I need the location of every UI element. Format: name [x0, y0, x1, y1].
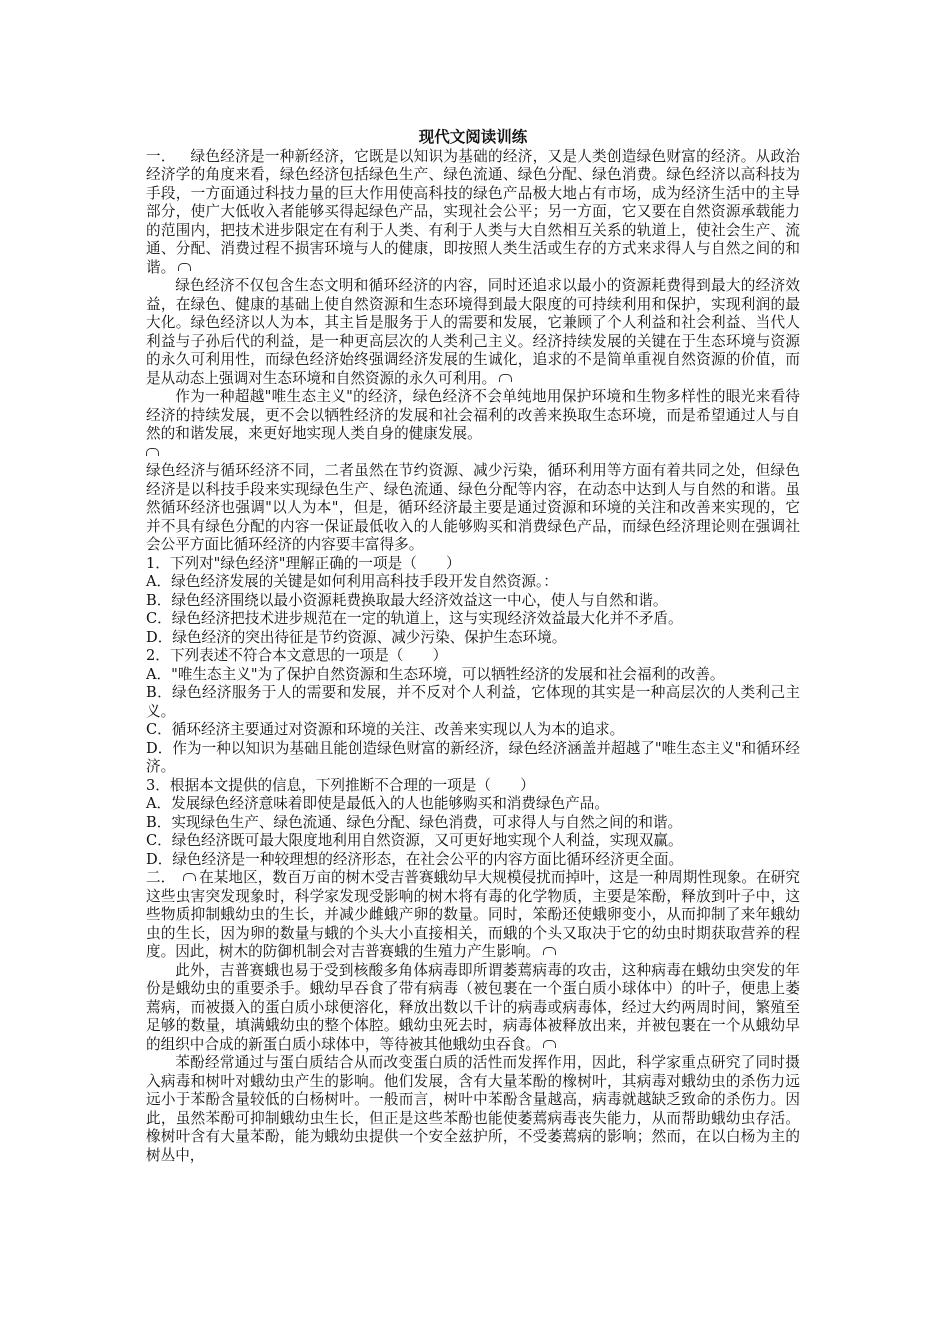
question-3-option-a: A．发展绿色经济意味着即使是最低入的人也能够购买和消费绿色产品。 — [146, 795, 609, 812]
section2-p1-text: 在某地区，数百万亩的树木受吉普赛蛾幼早大规模侵扰而掉叶，这是一种周期性现象。在研究这些虫害突发现象时，科学家发现受影响的树木将有毒的化学物质，主要是笨酚，释放到叶子中，这些物质抑制蛾幼虫的生长，并减少雌蛾产卵的数量。同时，笨酚还使蛾卵变小，从而抑制了来年蛾幼虫的生长，因为卵的数量与蛾的个头大小直接相关，而蛾的个头又取决于它的幼虫时期获取营养的程度。因此，树木的防御机制会对吉普赛蛾的生殖力产生影响。 — [146, 869, 800, 960]
section1-p3-text: 作为一种超越"唯生态主义"的经济，绿色经济不会单纯地用保护环境和生物多样性的眼光来看待经济的持续发展，更不会以牺牲经济的发展和社会福利的改善来换取生态环境，而是希望通过人与自然的和谐发展，来更好地实现人类自身的健康发展。 — [146, 388, 800, 442]
edit-mark-icon — [543, 1040, 556, 1048]
edit-mark-icon — [146, 448, 159, 456]
section2-p3-text: 苯酚经常通过与蛋白质结合从而改变蛋白质的活性而发挥作用，因此，科学家重点研究了同时摄入病毒和树叶对蛾幼虫产生的影响。他们发展，含有大量苯酚的橡树叶，其病毒对蛾幼虫的杀伤力远远小于苯酚含量较低的白杨树叶。一般而言，树叶中苯酚含量越高，病毒就越缺乏致命的杀伤力。因此，虽然苯酚可抑制蛾幼虫生长，但正是这些苯酚也能使萎蔫病毒丧失能力，从而帮助蛾幼虫存活。橡树叶含有大量苯酚，能为蛾幼虫提供一个安全兹护所，不受萎蔫病的影响；然而，在以白杨为主的树丛中， — [146, 1054, 800, 1164]
question-2-option-d: D．作为一种以知识为基础且能创造绿色财富的新经济，绿色经济涵盖并超越了"唯生态主义"和循环经济。 — [146, 739, 800, 775]
section1-p1-text: 绿色经济是一种新经济，它既是以知识为基础的经济，又是人类创造绿色财富的经济。从政治经济学的角度来看，绿色经济包括绿色生产、绿色流通、绿色分配、绿色消费。绿色经济以高科技为手段，一方面通过科技力量的巨大作用使高科技的绿色产品极大地占有市场，成为经济生活中的主导部分，使广大低收入者能够买得起绿色产品，实现社会公平；另一方面，它又要在自然资源承载能力的范围内，把技术进步限定在有利于人类、有利于人类与大自然相互关系的轨道上，使社会生产、流通、分配、消费过程不损害环境与人的健康，即按照人类生活或生存的方式来求得人与自然之间的和谐。 — [146, 147, 800, 276]
question-2-option-c: C．循环经济主要通过对资源和环境的关注、改善来实现以人为本的追求。 — [146, 721, 625, 738]
question-3-option-b: B．实现绿色生产、绿色流通、绿色分配、绿色消费，可求得人与自然之间的和谐。 — [146, 813, 683, 831]
section2-paragraph-3 — [146, 1054, 800, 1165]
section1-paragraph-3 — [146, 388, 800, 444]
question-1-option-a: A．绿色经济发展的关键是如何利用高科技手段开发自然资源。： — [146, 573, 558, 590]
section2-p2a-text: 此外，吉普赛蛾也易于受到核酸多角 — [175, 961, 414, 979]
section1-paragraph-4 — [146, 462, 800, 555]
question-3-option-d: D．绿色经济是一种较理想的经济形态，在社会公平的内容方面比循环经济更全面。 — [146, 850, 684, 868]
edit-mark-icon — [178, 263, 191, 271]
edit-mark-icon — [183, 873, 196, 881]
question-3 — [146, 777, 800, 870]
section2-paragraph-1 — [146, 869, 800, 962]
section1-paragraph-1 — [146, 148, 800, 278]
section1-p4-text: 绿色经济与循环经济不同，二者虽然在节约资源、减少污染，循环利用等方面有着共同之处，但绿色经济是以科技手段来实现绿色生产、绿色流通、绿色分配等内容，在动态中达到人与自然的和谐。虽然循环经济也强调"以人为本"，但是，循环经济最主要是通过资源和环境的关注和改善来实现的，它并不具有绿色分配的内容一保证最低收入的人能够购买和消费绿色产品，而绿色经济理论则在强调社会公平方面比循环经济的内容要丰富得多。 — [146, 462, 800, 553]
page-title: 现代文阅读训练 — [418, 127, 528, 146]
section1-p2-text: 绿色经济不仅包含生态文明和循环经济的内容，同时还追求以最小的资源耗费得到最大的经济效益，在绿色、健康的基础上使自然资源和生态环境得到最大限度的可持续利用和保护，实现利润的最大化。绿色经济以人为本，其主旨是服务于人的需要和发展，它兼顾了个人利益和社会利益、当代人利益与子孙后代的利益，是一种更高层次的人类利己主义。经济持续发展的关键在于生态环境与资源的永久可利用性，而绿色经济始终强调经济发展的生诚化，追求的不是简单重视自然资源的价值，而是从动态上强调对生态环境和自然资源的永久可利用。 — [146, 277, 800, 387]
section1-paragraph-2 — [146, 277, 800, 388]
question-1-option-b: B．绿色经济围绕以最小资源耗费换取最大经济效益这一中心，使人与自然和谐。 — [146, 591, 668, 609]
section2-label: 二． — [146, 869, 176, 886]
question-1-stem: 1．下列对"绿色经济"理解正确的一项是（ ） — [146, 554, 461, 572]
edit-mark-icon — [499, 374, 512, 382]
blank-line — [146, 444, 800, 463]
question-2 — [146, 647, 800, 777]
question-2-option-a: A．"唯生态主义"为了保护自然资源和生态环境，可以牺牲经济的发展和社会福利的改善。 — [146, 665, 725, 683]
section2-paragraph-2 — [146, 962, 800, 1055]
document-page — [146, 128, 800, 1165]
question-1 — [146, 555, 800, 648]
question-3-stem: 3．根据本文提供的信息，下列推断不合理的一项是（ ） — [146, 776, 535, 794]
question-1-option-d: D．绿色经济的突出待征是节约资源、减少污染、保护生态环境。 — [146, 628, 567, 646]
question-3-option-c: C．绿色经济既可最大限度地利用自然资源，又可更好地实现个人利益，实现双赢。 — [146, 832, 683, 849]
edit-mark-icon — [543, 947, 556, 955]
question-2-stem: 2．下列表述不符合本文意思的一项是（ ） — [146, 647, 448, 664]
question-1-option-c: C．绿色经济把技术进步规范在一定的轨道上，这与实现经济效益最大化并不矛盾。 — [146, 610, 683, 627]
section2-p2b-text: 体病毒即所谓萎蔫病毒的攻击，这种病毒在蛾幼虫突发的年份是蛾幼虫的重要杀手。蛾幼早吞食了带有病毒（被包裹在一个蛋白质小球体中）的叶子，便患上萎蔫病，而被摄入的蛋白质小球便溶化，释放出数以千计的病毒或病毒体，经过大约两周时间，繁殖至足够的数量，填满蛾幼虫的整个体腔。蛾幼虫死去时，病毒体被释放出来，并被包裹在一个从蛾幼早的组织中合成的新蛋白质小球体中，等待被其他蛾幼虫吞食。 — [146, 961, 800, 1053]
question-2-option-b: B．绿色经济服务于人的需要和发展，并不反对个人利益，它体现的其实是一种高层次的人类利己主义。 — [146, 684, 800, 720]
section1-label: 一． — [146, 147, 176, 165]
